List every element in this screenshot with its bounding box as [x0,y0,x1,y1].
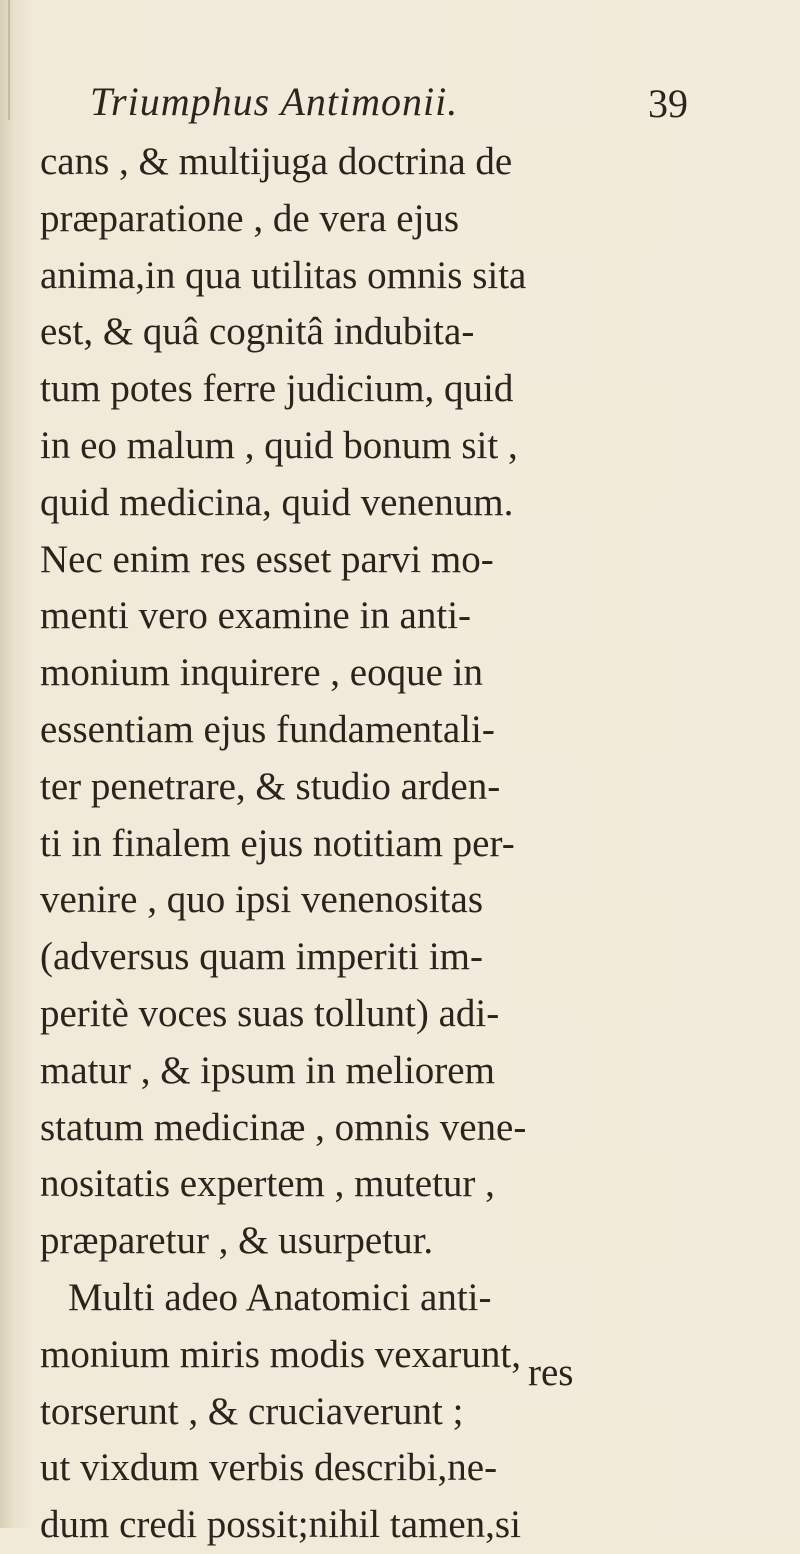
page-header [90,78,610,128]
text-line: est, & quâ cognitâ indubita- [40,310,475,354]
text-line: nositatis expertem , mutetur , [40,1162,495,1206]
text-line: tum potes ferre judicium, quid [40,367,514,411]
text-line: menti vero examine in anti- [40,594,472,638]
catchword: res [528,1351,574,1394]
text-line: præparetur , & usurpetur. [40,1219,434,1263]
text-line: præparatione , de vera ejus [40,196,460,240]
text-line: statum medicinæ , omnis vene- [40,1105,527,1149]
text-line: ter penetrare, & studio arden- [40,764,501,808]
text-line: (adversus quam imperiti im- [40,935,483,979]
text-line: dum credi possit;nihil tamen,si [40,1503,521,1547]
text-line: matur , & ipsum in meliorem [40,1048,495,1092]
text-line: ut vixdum verbis describi,ne- [40,1446,498,1490]
page-number: 39 [648,81,688,126]
running-title: Triumphus Antimonii. [90,79,459,124]
text-line: peritè voces suas tollunt) adi- [40,991,500,1035]
text-line: ti in finalem ejus notitiam per- [40,821,515,865]
text-line: quid medicina, quid venenum. [40,480,514,524]
text-line: cans , & multijuga doctrina de [40,140,513,183]
text-line: monium inquirere , eoque in [40,651,483,695]
text-line: monium miris modis vexarunt, [40,1332,521,1376]
text-line: anima,in qua utilitas omnis sita [40,253,527,297]
text-line-paragraph-start: Multi adeo Anatomici anti- [68,1275,492,1319]
text-line: essentiam ejus fundamentali- [40,707,495,751]
text-line: torserunt , & cruciaverunt ; [40,1389,464,1433]
text-line: venire , quo ipsi venenositas [40,878,483,922]
text-line: Nec enim res esset parvi mo- [40,537,494,581]
text-line: in eo malum , quid bonum sit , [40,423,518,467]
body-text [40,134,740,1554]
binding-edge [8,0,10,120]
